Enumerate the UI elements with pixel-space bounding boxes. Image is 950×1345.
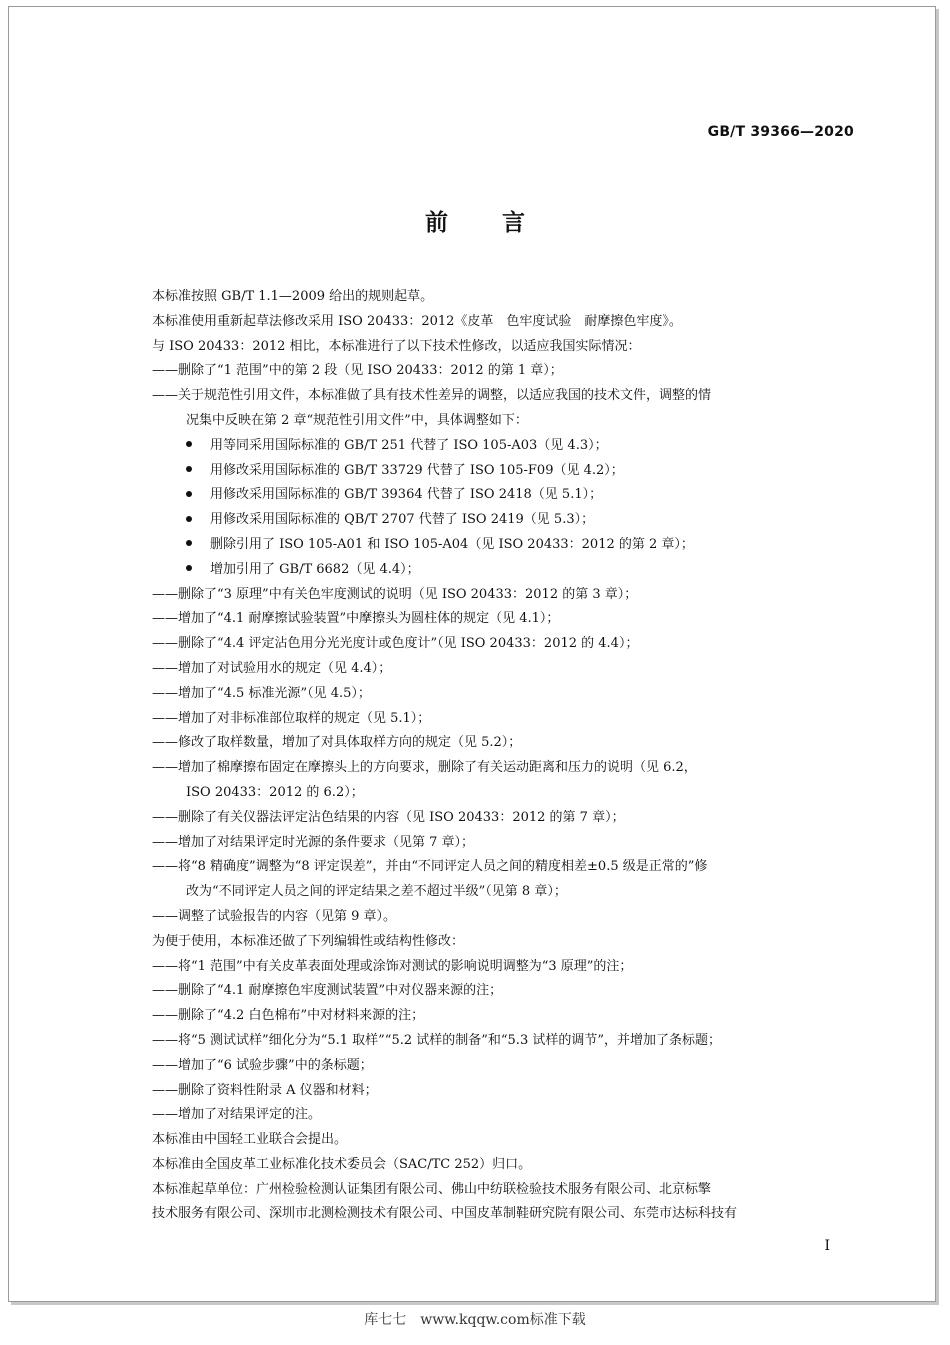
text-line: ——删除了“4.2 白色棉布”中对材料来源的注； [152,1008,425,1024]
text-line: 况集中反映在第 2 章“规范性引用文件”中，具体调整如下： [186,412,528,428]
page-number: I [824,1238,830,1254]
document-body [152,285,852,1227]
text-line: ——删除了“4.1 耐摩擦色牢度测试装置”中对仪器来源的注； [152,983,503,999]
bullet-item [152,508,852,533]
standard-number: GB/T 39366—2020 [707,124,854,140]
page-title: 前言 [425,210,579,236]
bullet-item [152,483,852,508]
text-line: ——修改了取样数量，增加了对具体取样方向的规定（见 5.2）； [152,735,522,751]
text-line: ISO 20433：2012 的 6.2）； [186,784,364,800]
text-line: ——删除了资料性附录 A 仪器和材料； [152,1082,378,1098]
text-line: 本标准按照 GB/T 1.1—2009 给出的规则起草。 [152,289,434,304]
bullet-text: 增加引用了 GB/T 6682（见 4.4）； [210,561,420,577]
bullet-item [152,459,852,484]
text-line: ——删除了“1 范围”中的第 2 段（见 ISO 20433：2012 的第 1 章）； [152,363,563,379]
bullet-icon [186,466,192,472]
text-line: ——调整了试验报告的内容（见第 9 章）。 [152,908,397,924]
text-line: 本标准由全国皮革工业标准化技术委员会（SAC/TC 252）归口。 [152,1156,532,1172]
bullet-icon [186,491,192,497]
text-line: 为便于使用，本标准还做了下列编辑性或结构性修改： [152,933,465,949]
bullet-icon [186,441,192,447]
bullet-icon [186,565,192,571]
footer-watermark: 库七七 www.kqqw.com标准下载 [364,1312,586,1328]
text-line: 与 ISO 20433：2012 相比，本标准进行了以下技术性修改，以适应我国实际情况： [152,338,641,354]
text-line: 技术服务有限公司、深圳市北测检测技术有限公司、中国皮革制鞋研究院有限公司、东莞市达标科技有 [152,1206,738,1222]
text-line: ——增加了“4.1 耐摩擦试验装置”中摩擦头为圆柱体的规定（见 4.1）； [152,611,560,627]
text-line: ——删除了“4.4 评定沾色用分光光度计或色度计”（见 ISO 20433：2012 的 4.4）； [152,636,639,652]
text-line: ——删除了有关仪器法评定沾色结果的内容（见 ISO 20433：2012 的第 7 章）； [152,809,625,825]
text-line: ——将“5 测试试样”细化分为“5.1 取样”“5.2 试样的制备”和“5.3 试样的调节”，并增加了条标题； [152,1032,721,1048]
bullet-text: 用修改采用国际标准的 QB/T 2707 代替了 ISO 2419（见 5.3）； [210,512,595,528]
bullet-text: 删除引用了 ISO 105-A01 和 ISO 105-A04（见 ISO 20433：2012 的第 2 章）； [210,536,694,552]
bullet-text: 用等同采用国际标准的 GB/T 251 代替了 ISO 105-A03（见 4.3）； [210,437,608,453]
text-line: ——关于规范性引用文件，本标准做了具有技术性差异的调整，以适应我国的技术文件，调整的情 [152,388,712,404]
bullet-icon [186,516,192,522]
bullet-item [152,434,852,459]
text-line: 改为“不同评定人员之间的评定结果之差不超过半级”（见第 8 章）； [186,884,567,900]
bullet-item [152,558,852,583]
text-line: 本标准起草单位：广州检验检测认证集团有限公司、佛山中纺联检验技术服务有限公司、北京标擎 [152,1181,712,1197]
text-line: ——增加了对非标准部位取样的规定（见 5.1）； [152,710,431,726]
bullet-text: 用修改采用国际标准的 GB/T 33729 代替了 ISO 105-F09（见 4.2）； [210,462,624,478]
bullet-icon [186,540,192,546]
text-line: ——增加了对结果评定的注。 [152,1107,322,1123]
bullet-item [152,533,852,558]
text-line: ——增加了“4.5 标准光源”（见 4.5）； [152,685,371,701]
text-line: ——将“1 范围”中有关皮革表面处理或涂饰对测试的影响说明调整为“3 原理”的注； [152,958,633,974]
bullet-text: 用修改采用国际标准的 GB/T 39364 代替了 ISO 2418（见 5.1）； [210,487,603,503]
text-line: ——增加了对结果评定时光源的条件要求（见第 7 章）； [152,834,475,850]
text-line: ——增加了棉摩擦布固定在摩擦头上的方向要求，删除了有关运动距离和压力的说明（见 6.2， [152,760,697,776]
text-line: ——将“8 精确度”调整为“8 评定误差”，并由“不同评定人员之间的精度相差±0.5 级是正常的”修 [152,859,708,875]
text-line: ——增加了对试验用水的规定（见 4.4）； [152,660,392,676]
text-line: ——删除了“3 原理”中有关色牢度测试的说明（见 ISO 20433：2012 的第 3 章）； [152,586,638,602]
text-line: 本标准由中国轻工业联合会提出。 [152,1132,348,1148]
text-line: 本标准使用重新起草法修改采用 ISO 20433：2012《皮革 色牢度试验 耐摩擦色牢度》。 [152,313,682,329]
text-line: ——增加了“6 试验步骤”中的条标题； [152,1057,373,1073]
